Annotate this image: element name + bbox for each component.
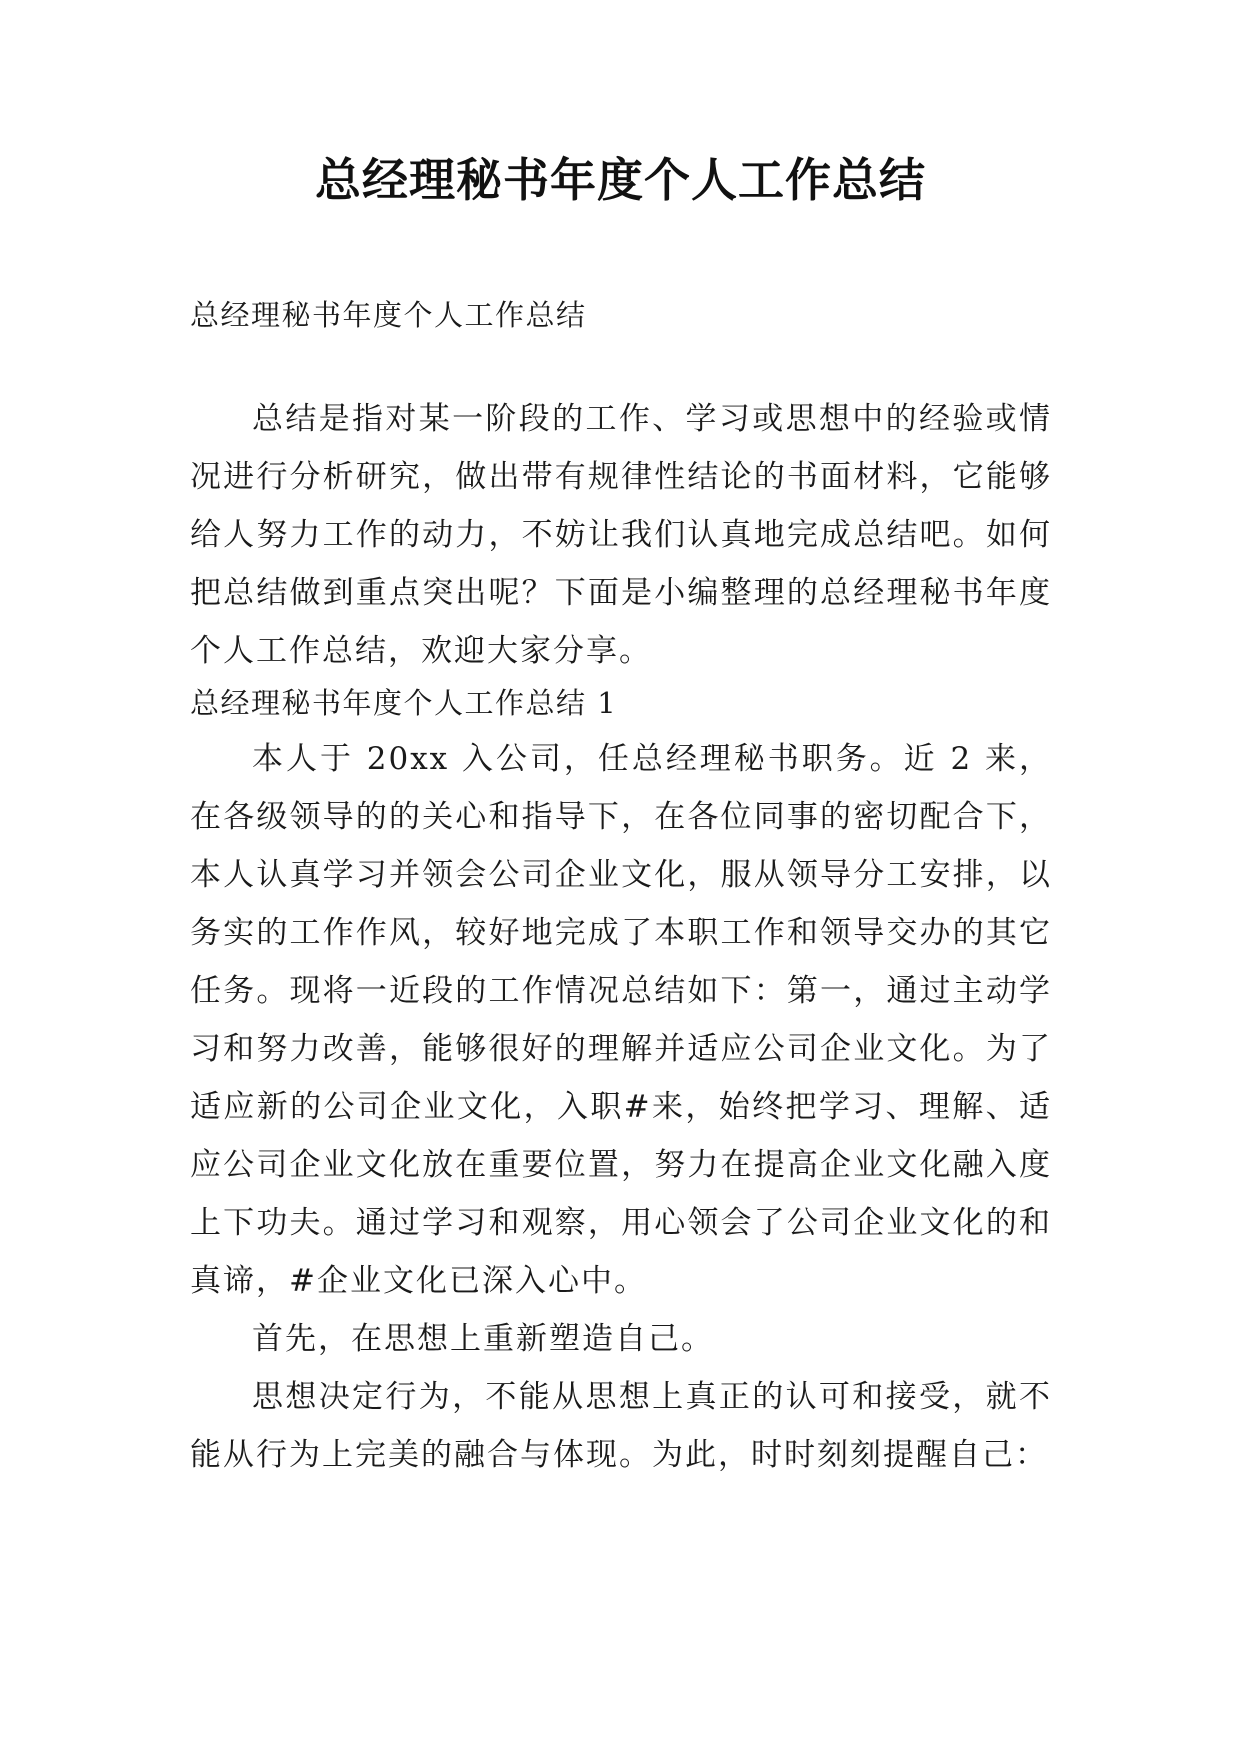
body-paragraph: 首先，在思想上重新塑造自己。 (252, 1321, 714, 1357)
body-paragraph: 思想决定行为，不能从思想上真正的认可和接受，就不能从行为上完美的融合与体现。为此，时时刻刻提醒自己： (190, 1379, 1052, 1473)
intro-paragraph: 总结是指对某一阶段的工作、学习或思想中的经验或情况进行分析研究，做出带有规律性结论的书面材料，它能够给人努力工作的动力，不妨让我们认真地完成总结吧。如何把总结做到重点突出呢？下面是小编整理的总经理秘书年度个人工作总结，欢迎大家分享。 (190, 401, 1052, 669)
document-title: 总经理秘书年度个人工作总结 (315, 153, 926, 207)
body-paragraph: 本人于 20xx 入公司，任总经理秘书职务。近 2 来，在各级领导的的关心和指导下，在各位同事的密切配合下，本人认真学习并领会公司企业文化，服从领导分工安排，以务实的工作作风，较好地完成了本职工作和领导交办的其它任务。现将一近段的工作情况总结如下：第一，通过主动学习和努力改善，能够很好的理解并适应公司企业文化。为了适应新的公司企业文化，入职#来，始终把学习、理解、适应公司企业文化放在重要位置，努力在提高企业文化融入度上下功夫。通过学习和观察，用心领会了公司企业文化的和真谛，#企业文化已深入心中。 (190, 741, 1052, 1299)
document-body (190, 292, 1052, 1484)
section-heading: 总经理秘书年度个人工作总结 1 (190, 686, 618, 720)
document-subtitle: 总经理秘书年度个人工作总结 (190, 298, 587, 332)
